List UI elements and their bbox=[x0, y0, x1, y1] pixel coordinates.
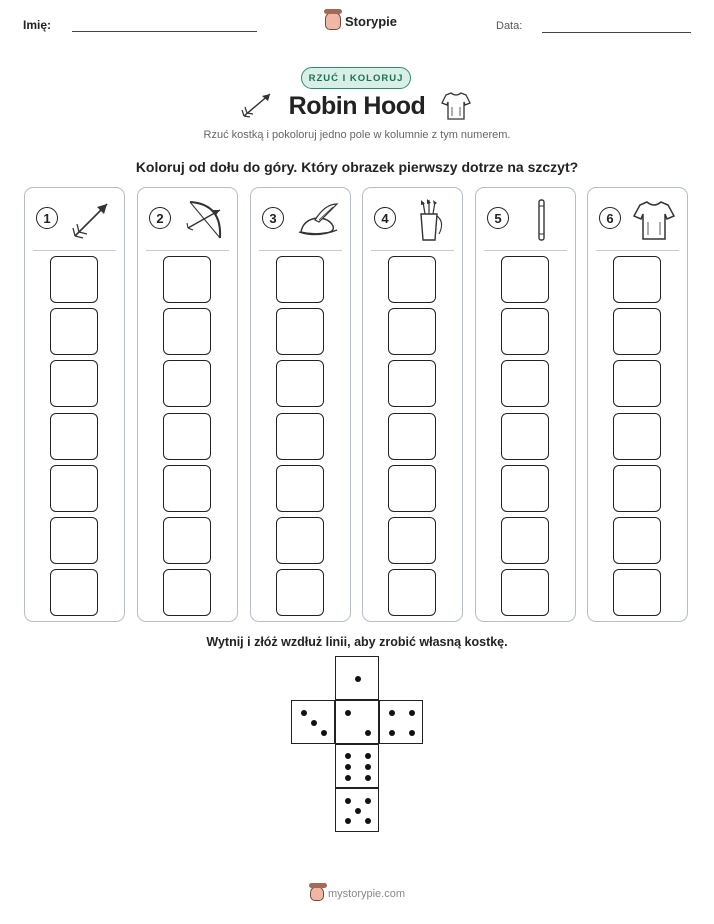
date-label: Data: bbox=[496, 20, 523, 32]
color-box[interactable] bbox=[388, 413, 436, 460]
color-box[interactable] bbox=[501, 360, 549, 407]
color-box[interactable] bbox=[276, 308, 324, 355]
column-number: 2 bbox=[149, 207, 171, 229]
dice-face-6 bbox=[335, 744, 379, 788]
bow-icon bbox=[182, 198, 226, 242]
instruction: Koloruj od dołu do góry. Który obrazek pierwszy dotrze na szczyt? bbox=[135, 159, 579, 175]
color-box[interactable] bbox=[163, 465, 211, 512]
arrow-icon bbox=[69, 198, 113, 242]
color-box[interactable] bbox=[50, 360, 98, 407]
dice-column-2 bbox=[137, 187, 238, 622]
color-box[interactable] bbox=[276, 569, 324, 616]
dice-pip bbox=[345, 775, 351, 781]
dice-face-4 bbox=[379, 700, 423, 744]
activity-badge: RZUĆ I KOLORUJ bbox=[301, 67, 411, 89]
dice-pip bbox=[389, 710, 395, 716]
dice-column-3 bbox=[250, 187, 351, 622]
color-box[interactable] bbox=[613, 465, 661, 512]
dice-pip bbox=[365, 798, 371, 804]
dice-column-4 bbox=[362, 187, 463, 622]
footer-url: mystorypie.com bbox=[328, 887, 406, 900]
dice-face-3 bbox=[291, 700, 335, 744]
dice-column-5 bbox=[475, 187, 576, 622]
dice-pip bbox=[345, 764, 351, 770]
column-divider bbox=[146, 250, 229, 251]
color-box[interactable] bbox=[163, 308, 211, 355]
tunic-icon bbox=[632, 198, 676, 242]
name-line bbox=[72, 31, 257, 32]
color-box[interactable] bbox=[50, 569, 98, 616]
dice-pip bbox=[345, 753, 351, 759]
column-number: 3 bbox=[262, 207, 284, 229]
dice-pip bbox=[345, 710, 351, 716]
dice-pip bbox=[355, 808, 361, 814]
color-box[interactable] bbox=[50, 517, 98, 564]
column-divider bbox=[484, 250, 567, 251]
column-divider bbox=[371, 250, 454, 251]
column-number: 5 bbox=[487, 207, 509, 229]
dice-face-5 bbox=[335, 788, 379, 832]
dice-pip bbox=[365, 818, 371, 824]
brand-name: Storypie bbox=[345, 13, 398, 29]
dice-face-1 bbox=[335, 656, 379, 700]
color-box[interactable] bbox=[501, 465, 549, 512]
color-box[interactable] bbox=[501, 569, 549, 616]
tunic-icon bbox=[440, 90, 472, 122]
color-box[interactable] bbox=[388, 256, 436, 303]
cut-instruction: Wytnij i złóż wzdłuż linii, aby zrobić własną kostkę. bbox=[206, 635, 508, 649]
color-box[interactable] bbox=[50, 308, 98, 355]
color-box[interactable] bbox=[613, 360, 661, 407]
feathered-hat-icon bbox=[295, 198, 339, 242]
color-box[interactable] bbox=[388, 308, 436, 355]
color-box[interactable] bbox=[501, 308, 549, 355]
column-number: 6 bbox=[599, 207, 621, 229]
subtitle: Rzuć kostką i pokoloruj jedno pole w kolumnie z tym numerem. bbox=[203, 129, 511, 141]
name-label: Imię: bbox=[23, 18, 52, 32]
dice-pip bbox=[365, 764, 371, 770]
dice-pip bbox=[345, 798, 351, 804]
column-divider bbox=[259, 250, 342, 251]
color-box[interactable] bbox=[163, 517, 211, 564]
storypie-mascot-icon bbox=[325, 12, 341, 30]
color-box[interactable] bbox=[613, 256, 661, 303]
color-box[interactable] bbox=[163, 256, 211, 303]
color-box[interactable] bbox=[50, 465, 98, 512]
color-box[interactable] bbox=[163, 360, 211, 407]
color-box[interactable] bbox=[388, 465, 436, 512]
color-box[interactable] bbox=[501, 517, 549, 564]
dice-pip bbox=[345, 818, 351, 824]
dice-pip bbox=[301, 710, 307, 716]
column-number: 4 bbox=[374, 207, 396, 229]
color-box[interactable] bbox=[613, 517, 661, 564]
color-box[interactable] bbox=[613, 569, 661, 616]
color-box[interactable] bbox=[388, 517, 436, 564]
dice-pip bbox=[409, 730, 415, 736]
color-box[interactable] bbox=[163, 569, 211, 616]
column-divider bbox=[33, 250, 116, 251]
dice-pip bbox=[321, 730, 327, 736]
column-divider bbox=[596, 250, 679, 251]
color-box[interactable] bbox=[388, 569, 436, 616]
color-box[interactable] bbox=[613, 308, 661, 355]
color-box[interactable] bbox=[276, 360, 324, 407]
color-box[interactable] bbox=[163, 413, 211, 460]
color-box[interactable] bbox=[388, 360, 436, 407]
quiver-icon bbox=[407, 198, 451, 242]
color-box[interactable] bbox=[613, 413, 661, 460]
color-box[interactable] bbox=[276, 517, 324, 564]
dice-pip bbox=[389, 730, 395, 736]
color-box[interactable] bbox=[276, 413, 324, 460]
storypie-mascot-icon bbox=[310, 886, 324, 901]
color-box[interactable] bbox=[501, 256, 549, 303]
footer bbox=[310, 886, 405, 901]
date-line bbox=[542, 32, 691, 33]
dice-pip bbox=[311, 720, 317, 726]
dice-face-2 bbox=[335, 700, 379, 744]
dice-pip bbox=[355, 676, 361, 682]
color-box[interactable] bbox=[276, 256, 324, 303]
dice-column-6 bbox=[587, 187, 688, 622]
staff-icon bbox=[520, 198, 564, 242]
column-number: 1 bbox=[36, 207, 58, 229]
color-box[interactable] bbox=[50, 413, 98, 460]
dice-pip bbox=[365, 730, 371, 736]
dice-pip bbox=[365, 775, 371, 781]
dice-pip bbox=[365, 753, 371, 759]
color-box[interactable] bbox=[276, 465, 324, 512]
page-title: Robin Hood bbox=[288, 92, 426, 120]
color-box[interactable] bbox=[501, 413, 549, 460]
color-box[interactable] bbox=[50, 256, 98, 303]
dice-column-1 bbox=[24, 187, 125, 622]
dice-pip bbox=[409, 710, 415, 716]
brand-logo bbox=[325, 12, 397, 30]
